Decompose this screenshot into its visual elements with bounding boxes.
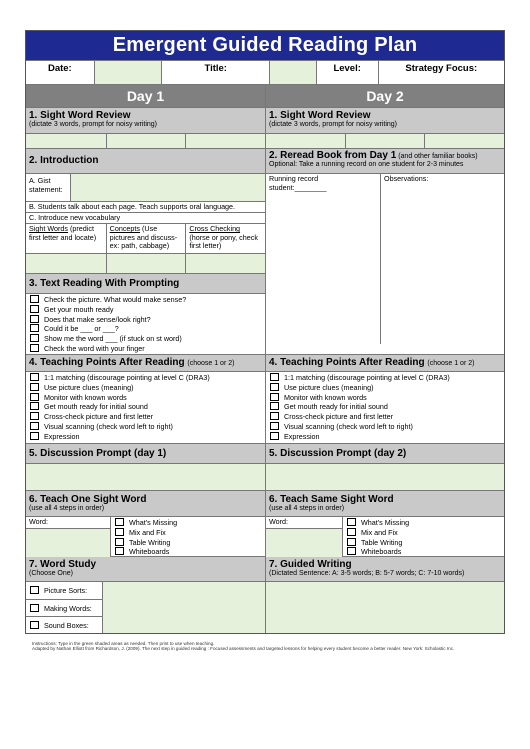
- day1-intro-column: [26, 149, 265, 354]
- day2-sight-word-field-1[interactable]: [265, 134, 345, 148]
- day1-sight-word-header: 1. Sight Word Review (dictate 3 words, prompt for noisy writing): [26, 108, 265, 133]
- prompt-item: Could it be ___ or ___?: [26, 324, 265, 334]
- checkbox[interactable]: [115, 538, 124, 546]
- checkbox[interactable]: [30, 315, 39, 323]
- checkbox[interactable]: [115, 547, 124, 555]
- teaching-item: Cross-check picture and first letter: [26, 412, 265, 422]
- day-header-row: [26, 84, 504, 107]
- word-study-options: [26, 582, 102, 633]
- day1-label: Day 1: [126, 88, 165, 104]
- checkbox[interactable]: [30, 344, 39, 352]
- checkbox[interactable]: [30, 383, 39, 391]
- vocab-sight-words: Sight Words (predict first letter and locate): [29, 224, 97, 242]
- checkbox[interactable]: [30, 412, 39, 420]
- day2-reread-header: 2. Reread Book from Day 1 (and other familiar books) Optional: Take a running record on one student for 2-3 minutes: [266, 149, 504, 173]
- day1-teach-sight-body: [26, 517, 265, 556]
- vocab-concepts: Concepts (Use pictures and discuss- ex: path, cabbage): [106, 224, 186, 253]
- gist-row: [26, 173, 265, 201]
- vocab-field-1[interactable]: [26, 254, 106, 273]
- day1-word-study-header: 7. Word Study (Choose One): [26, 557, 265, 581]
- teaching-item: Get mouth ready for initial sound: [266, 402, 504, 412]
- checkbox[interactable]: [30, 324, 39, 332]
- step-item: Table Writing: [111, 538, 265, 548]
- checkbox[interactable]: [30, 604, 39, 612]
- running-record-row: [266, 173, 504, 344]
- prompt-item: Check the picture. What would make sense?: [26, 295, 265, 305]
- section-6-body-row: [26, 516, 504, 556]
- day2-word-label: Word:: [269, 517, 289, 526]
- step-item: What's Missing: [343, 518, 504, 528]
- teaching-item: Get mouth ready for initial sound: [26, 402, 265, 412]
- checkbox[interactable]: [270, 422, 279, 430]
- day2-sight-word-field-3[interactable]: [424, 134, 504, 148]
- checkbox[interactable]: [270, 393, 279, 401]
- page-title: Emergent Guided Reading Plan: [26, 31, 504, 60]
- checkbox[interactable]: [347, 538, 356, 546]
- day2-reread-column: [265, 149, 504, 354]
- intro-step-b: B. Students talk about each page. Teach supports oral language.: [26, 201, 265, 212]
- day2-sight-word-header: 1. Sight Word Review (dictate 3 words, prompt for noisy writing): [265, 108, 504, 133]
- checkbox[interactable]: [30, 393, 39, 401]
- day2-discussion-header: 5. Discussion Prompt (day 2): [265, 444, 504, 463]
- teaching-item: 1:1 matching (discourage pointing at level C (DRA3): [26, 373, 265, 383]
- step-item: Mix and Fix: [111, 528, 265, 538]
- teaching-item: Visual scanning (check word left to right): [26, 422, 265, 432]
- guided-writing-field[interactable]: [265, 582, 504, 633]
- checkbox[interactable]: [270, 432, 279, 440]
- section-2-3-row: [26, 148, 504, 354]
- checkbox[interactable]: [30, 621, 39, 629]
- day2-label: Day 2: [265, 85, 504, 107]
- day1-word-cell: [26, 517, 110, 556]
- checkbox[interactable]: [30, 373, 39, 381]
- checkbox[interactable]: [115, 528, 124, 536]
- section-1-row: [26, 107, 504, 133]
- day1-teach-sight-header: 6. Teach One Sight Word (use all 4 steps in order): [26, 491, 265, 516]
- word-study-item: Picture Sorts:: [26, 582, 102, 599]
- teaching-item: Use picture clues (meaning): [26, 383, 265, 393]
- vocab-field-3[interactable]: [185, 254, 265, 273]
- title-field[interactable]: [269, 61, 316, 84]
- vocab-row: [26, 223, 265, 253]
- checkbox[interactable]: [30, 334, 39, 342]
- section-4-header-row: [26, 354, 504, 371]
- step-item: Whiteboards: [343, 547, 504, 557]
- prompt-item: Check the word with your finger: [26, 344, 265, 354]
- footer-instructions: Instructions: Type in the green shaded areas as needed. Then print to use when teaching.: [32, 641, 215, 646]
- day2-word-field[interactable]: [266, 528, 342, 557]
- vocab-cross-checking: Cross Checking (horse or pony, check first letter): [185, 224, 265, 253]
- section-7-body-row: [26, 581, 504, 633]
- checkbox[interactable]: [270, 373, 279, 381]
- step-item: Table Writing: [343, 538, 504, 548]
- day1-sight-steps: [110, 517, 265, 556]
- day1-discussion-field[interactable]: [26, 464, 265, 490]
- intro-step-c: C. Introduce new vocabulary: [26, 212, 265, 223]
- teaching-item: Expression: [26, 432, 265, 442]
- vocab-fields-row: [26, 253, 265, 273]
- word-study-item: Making Words:: [26, 599, 102, 616]
- day2-sight-steps: [342, 517, 504, 556]
- checkbox[interactable]: [30, 432, 39, 440]
- footer: [32, 641, 502, 651]
- day2-teach-sight-header: 6. Teach Same Sight Word (use all 4 steps in order): [265, 491, 504, 516]
- teaching-item: Expression: [266, 432, 504, 442]
- checkbox[interactable]: [115, 518, 124, 526]
- checkbox[interactable]: [347, 547, 356, 555]
- lesson-plan-sheet: [25, 30, 505, 634]
- teaching-item: 1:1 matching (discourage pointing at level C (DRA3): [266, 373, 504, 383]
- day2-discussion-field[interactable]: [265, 464, 504, 490]
- day1-word-label: Word:: [29, 517, 49, 526]
- day2-word-cell: [266, 517, 342, 556]
- step-item: Whiteboards: [111, 547, 265, 557]
- word-study-item: Sound Boxes:: [26, 616, 102, 633]
- level-label: Level:: [316, 61, 378, 84]
- day1-sight-word-field-2[interactable]: [106, 134, 186, 148]
- section-5-header-row: [26, 443, 504, 463]
- section-5-body-row: [26, 463, 504, 490]
- text-reading-prompt-list: [26, 293, 265, 354]
- teaching-item: Monitor with known words: [26, 393, 265, 403]
- checkbox[interactable]: [30, 402, 39, 410]
- day2-guided-writing-header: 7. Guided Writing (Dictated Sentence: A: 3-5 words; B: 5-7 words; C: 7-10 words): [265, 557, 504, 581]
- step-item: What's Missing: [111, 518, 265, 528]
- prompt-item: Get your mouth ready: [26, 305, 265, 315]
- gist-field[interactable]: [70, 174, 265, 201]
- checkbox[interactable]: [270, 383, 279, 391]
- section-6-header-row: [26, 490, 504, 516]
- info-row: [26, 60, 504, 84]
- gist-label: A. Gist statement:: [29, 176, 63, 194]
- day2-teaching-header: 4. Teaching Points After Reading (choose 1 or 2): [265, 355, 504, 371]
- teaching-item: Visual scanning (check word left to right): [266, 422, 504, 432]
- title-label: Title:: [161, 61, 269, 84]
- prompt-item: Show me the word ___ (if stuck on st word): [26, 334, 265, 344]
- sight-word-fields-row: [26, 133, 504, 148]
- day2-teach-sight-body: [265, 517, 504, 556]
- day1-word-field[interactable]: [26, 528, 110, 557]
- observations-label: Observations:: [380, 174, 504, 344]
- section-4-body-row: [26, 371, 504, 443]
- section-7-header-row: [26, 556, 504, 581]
- footer-citation: Adapted by Nathan Elliott from Richardson, J. (2009). The next step in guided reading : Focused assessments and targeted lessons for helping every student become a better reader. New York: Scholastic Inc.: [32, 646, 455, 652]
- checkbox[interactable]: [347, 528, 356, 536]
- checkbox[interactable]: [347, 518, 356, 526]
- prompt-item: Does that make sense/look right?: [26, 315, 265, 325]
- teaching-item: Cross-check picture and first letter: [266, 412, 504, 422]
- day1-intro-header: 2. Introduction: [26, 149, 265, 173]
- day1-discussion-header: 5. Discussion Prompt (day 1): [26, 444, 265, 463]
- date-field[interactable]: [94, 61, 162, 84]
- day1-teaching-list: [26, 372, 265, 443]
- checkbox[interactable]: [270, 412, 279, 420]
- day1-word-study-body: [26, 582, 265, 633]
- checkbox[interactable]: [270, 402, 279, 410]
- step-item: Mix and Fix: [343, 528, 504, 538]
- day1-sight-word-field-1[interactable]: [26, 134, 106, 148]
- day1-text-reading-header: 3. Text Reading With Prompting: [26, 273, 265, 293]
- day1-teaching-header: 4. Teaching Points After Reading (choose 1 or 2): [26, 355, 265, 371]
- day1-sight-word-field-3[interactable]: [185, 134, 265, 148]
- vocab-field-2[interactable]: [106, 254, 186, 273]
- checkbox[interactable]: [30, 305, 39, 313]
- checkbox[interactable]: [30, 295, 39, 303]
- word-study-field[interactable]: [102, 582, 265, 633]
- day2-sight-word-field-2[interactable]: [345, 134, 425, 148]
- checkbox[interactable]: [30, 586, 39, 594]
- checkbox[interactable]: [30, 422, 39, 430]
- strategy-label: Strategy Focus:: [378, 61, 504, 84]
- teaching-item: Monitor with known words: [266, 393, 504, 403]
- running-record-label: Running record student:________: [269, 174, 327, 192]
- teaching-item: Use picture clues (meaning): [266, 383, 504, 393]
- day2-teaching-list: [265, 372, 504, 443]
- date-label: Date:: [47, 63, 72, 74]
